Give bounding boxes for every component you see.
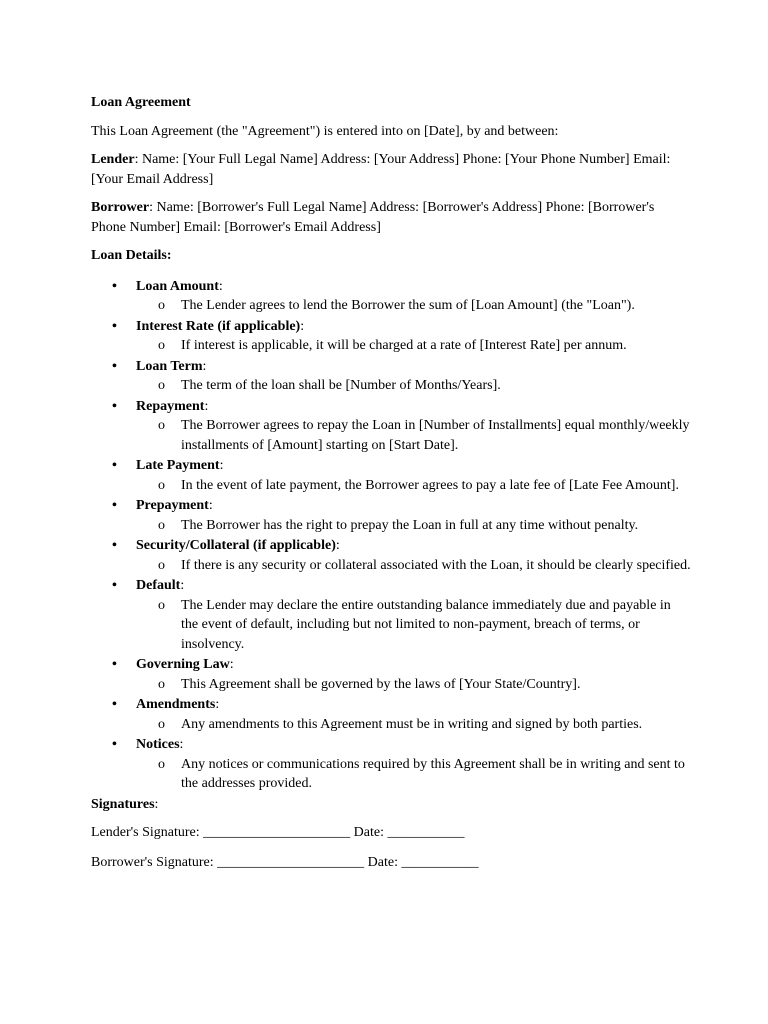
- term-detail-text: The Borrower has the right to prepay the Loan in full at any time without penalty.: [181, 517, 639, 533]
- term-detail-list: [136, 376, 691, 396]
- sub-bullet-icon: o: [158, 597, 165, 613]
- loan-term-item: [91, 735, 691, 794]
- term-colon: :: [180, 578, 185, 593]
- bullet-icon: •: [112, 697, 117, 712]
- term-detail-list: [136, 675, 691, 695]
- term-colon: :: [179, 737, 184, 752]
- term-detail-text: If interest is applicable, it will be charged at a rate of [Interest Rate] per annum.: [181, 338, 627, 353]
- signatures-colon: :: [154, 796, 159, 812]
- bullet-icon: •: [112, 498, 117, 513]
- term-label: Late Payment: [136, 458, 220, 473]
- bullet-icon: •: [112, 358, 117, 374]
- term-label: Governing Law: [136, 657, 230, 672]
- term-label: Interest Rate (if applicable): [136, 318, 301, 334]
- term-label: Security/Collateral (if applicable): [136, 538, 336, 553]
- signatures-label: Signatures: [91, 796, 155, 812]
- term-detail-list: [136, 296, 691, 316]
- sub-bullet-icon: o: [158, 338, 165, 353]
- term-colon: :: [229, 657, 234, 672]
- borrower-signature-line: Borrower's Signature: _____________________ Date: ___________: [91, 854, 479, 870]
- lender-signature-line: Lender's Signature: _____________________ Date: ___________: [91, 825, 465, 840]
- term-detail-item: [136, 516, 691, 536]
- borrower-details: : Name: [Borrower's Full Legal Name] Address: [Borrower's Address] Phone: [Borrower's Phone Number] Email: [Borrower's Email Address]: [91, 200, 655, 235]
- term-detail-item: [136, 296, 691, 316]
- term-label: Repayment: [136, 398, 205, 414]
- term-detail-item: [136, 476, 691, 496]
- loan-term-item: [91, 277, 691, 316]
- term-detail-list: [136, 715, 691, 735]
- term-colon: :: [218, 278, 223, 294]
- sub-bullet-icon: o: [158, 298, 165, 313]
- term-colon: :: [204, 398, 209, 414]
- loan-term-item: [91, 655, 691, 694]
- term-detail-item: [136, 675, 691, 695]
- bullet-icon: •: [112, 458, 117, 473]
- loan-term-item: [91, 695, 691, 734]
- term-detail-text: The term of the loan shall be [Number of Months/Years].: [181, 378, 501, 393]
- term-detail-text: If there is any security or collateral associated with the Loan, it should be clearly specified.: [181, 557, 691, 573]
- term-detail-list: [136, 476, 691, 496]
- term-colon: :: [202, 358, 207, 374]
- lender-paragraph: [91, 150, 691, 189]
- loan-terms-list: [91, 277, 691, 794]
- term-detail-text: The Borrower agrees to repay the Loan in [Number of Installments] equal monthly/weekly installments of [Amount] starting on [Start Date].: [181, 418, 690, 453]
- borrower-paragraph: [91, 198, 691, 237]
- term-label: Prepayment: [136, 498, 209, 513]
- loan-term-item: [91, 496, 691, 535]
- sub-bullet-icon: o: [158, 418, 165, 433]
- term-colon: :: [219, 458, 224, 473]
- document-body: [91, 93, 691, 882]
- term-detail-text: The Lender may declare the entire outstanding balance immediately due and payable in the event of default, including but not limited to non-payment, breach of terms, or insolvency.: [181, 597, 671, 652]
- sub-bullet-icon: o: [158, 716, 165, 732]
- term-detail-item: [136, 336, 691, 356]
- term-colon: :: [215, 697, 220, 712]
- term-detail-text: The Lender agrees to lend the Borrower the sum of [Loan Amount] (the "Loan").: [181, 298, 635, 313]
- sub-bullet-icon: o: [158, 378, 165, 393]
- loan-term-item: [91, 397, 691, 456]
- bullet-icon: •: [112, 538, 117, 553]
- document-title: Loan Agreement: [91, 95, 191, 110]
- term-detail-text: Any notices or communications required by this Agreement shall be in writing and sent to the addresses provided.: [181, 756, 685, 791]
- term-detail-item: [136, 755, 691, 794]
- term-colon: :: [335, 538, 340, 553]
- term-detail-list: [136, 336, 691, 356]
- term-detail-list: [136, 556, 691, 576]
- intro-paragraph: This Loan Agreement (the "Agreement") is entered into on [Date], by and between:: [91, 123, 559, 139]
- lender-label: Lender: [91, 152, 135, 167]
- sub-bullet-icon: o: [158, 756, 165, 772]
- loan-term-item: [91, 456, 691, 495]
- sub-bullet-icon: o: [158, 676, 165, 692]
- loan-term-item: [91, 357, 691, 396]
- borrower-label: Borrower: [91, 200, 150, 215]
- term-label: Loan Term: [136, 358, 203, 374]
- lender-details: : Name: [Your Full Legal Name] Address: [Your Address] Phone: [Your Phone Number] Email: [Your Email Address]: [91, 152, 671, 187]
- term-label: Amendments: [136, 697, 216, 712]
- term-detail-text: Any amendments to this Agreement must be in writing and signed by both parties.: [181, 716, 643, 732]
- term-detail-item: [136, 715, 691, 735]
- loan-term-item: [91, 576, 691, 654]
- term-detail-list: [136, 516, 691, 536]
- sub-bullet-icon: o: [158, 557, 165, 573]
- bullet-icon: •: [112, 318, 117, 334]
- term-detail-item: [136, 556, 691, 576]
- bullet-icon: •: [112, 578, 117, 593]
- bullet-icon: •: [112, 657, 117, 672]
- term-label: Loan Amount: [136, 278, 219, 294]
- term-detail-list: [136, 596, 691, 655]
- signatures-heading: [91, 795, 691, 815]
- bullet-icon: •: [112, 398, 117, 414]
- term-label: Notices: [136, 737, 180, 752]
- sub-bullet-icon: o: [158, 477, 165, 493]
- term-detail-text: In the event of late payment, the Borrower agrees to pay a late fee of [Late Fee Amount].: [181, 477, 679, 493]
- bullet-icon: •: [112, 278, 117, 294]
- term-detail-item: [136, 416, 691, 455]
- term-detail-list: [136, 416, 691, 455]
- loan-term-item: [91, 317, 691, 356]
- term-detail-item: [136, 376, 691, 396]
- term-detail-list: [136, 755, 691, 794]
- term-detail-text: This Agreement shall be governed by the laws of [Your State/Country].: [181, 676, 581, 692]
- term-colon: :: [300, 318, 305, 334]
- term-colon: :: [208, 498, 213, 513]
- loan-details-heading: Loan Details:: [91, 248, 172, 263]
- term-detail-item: [136, 596, 691, 655]
- term-label: Default: [136, 578, 181, 593]
- loan-term-item: [91, 536, 691, 575]
- sub-bullet-icon: o: [158, 517, 165, 533]
- bullet-icon: •: [112, 737, 117, 752]
